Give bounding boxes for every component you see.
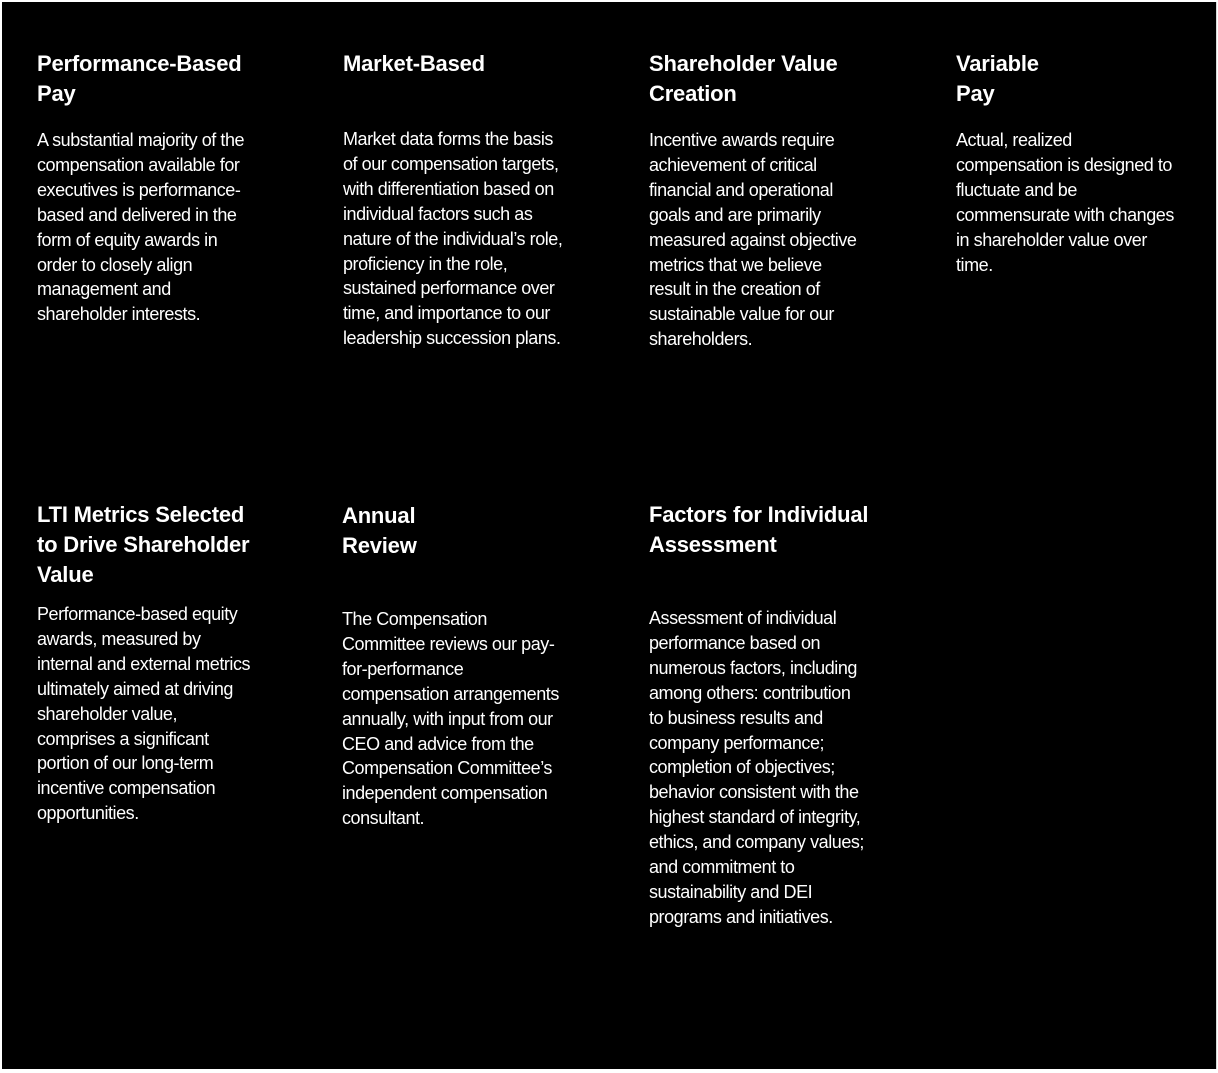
card-body: Market data forms the basis of our compensation targets, with differentiation based on individual factors such as nature of the individual’s role, proficiency in the role, sustained performance over time, and importance to our leadership succession plans. (343, 129, 563, 349)
card-body: The Compensation Committee reviews our pay- for-performance compensation arrangements annually, with input from our CEO and advice from the Compensation Committee’s independent compensation consultant. (342, 609, 559, 829)
compensation-principles-panel (2, 2, 1217, 1069)
card-title: LTI Metrics Selected to Drive Shareholder Value (37, 502, 250, 587)
card-body: A substantial majority of the compensation available for executives is performance- based and delivered in the form of equity awards in order to closely align management and shareholder interests. (37, 130, 245, 325)
card-title: Shareholder Value Creation (649, 51, 838, 106)
card-individual-assessment (649, 500, 868, 930)
card-title: Factors for Individual Assessment (649, 502, 869, 557)
card-body: Assessment of individual performance based on numerous factors, including among others: contribution to business results and company performance; completion of objectives; behavior consistent with the highest standard of integrity, ethics, and company values; and commitment to sustainability and DEI programs and initiatives. (649, 608, 864, 927)
card-title: Annual Review (342, 503, 417, 558)
card-lti-metrics (37, 500, 250, 826)
card-performance-based-pay (37, 49, 244, 327)
card-shareholder-value-creation (649, 49, 856, 352)
card-title: Market-Based (343, 51, 485, 76)
card-body: Performance-based equity awards, measured by internal and external metrics ultimately aimed at driving shareholder value, comprises a significant portion of our long-term incentive compensation opportunities. (37, 604, 251, 824)
card-variable-pay (956, 49, 1174, 277)
card-body: Actual, realized compensation is designed to fluctuate and be commensurate with changes in shareholder value over time. (956, 130, 1174, 275)
card-market-based (343, 49, 562, 351)
card-title: Variable Pay (956, 51, 1039, 106)
card-annual-review (342, 501, 559, 831)
card-body: Incentive awards require achievement of critical financial and operational goals and are primarily measured against objective metrics that we believe result in the creation of sustainable value for our shareholders. (649, 130, 857, 350)
card-title: Performance-Based Pay (37, 51, 242, 106)
